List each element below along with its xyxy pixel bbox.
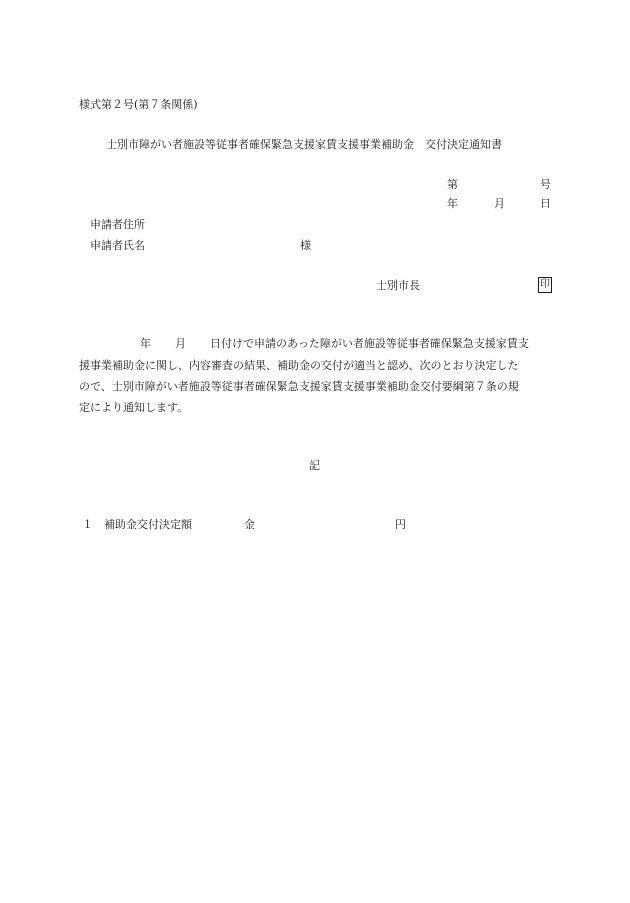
body-date-year: 年 [140,337,151,350]
number-suffix: 号 [540,178,551,191]
applicant-name-label: 申請者氏名 [90,239,145,252]
item-number: １ [82,518,93,531]
body-line-3: ので、士別市障がい者施設等従事者確保緊急支援家賃支援事業補助金交付要綱第７条の規 [79,380,519,393]
body-line-2: 援事業補助金に関し、内容審査の結果、補助金の交付が適当と認め、次のとおり決定した [79,359,519,372]
ki-heading: 記 [309,459,320,472]
date-day: 日 [540,197,551,210]
document-title: 士別市障がい者施設等従事者確保緊急支援家賃支援事業補助金 交付決定通知書 [106,138,502,151]
issuer-title: 士別市長 [376,279,420,292]
item-label: 補助金交付決定額 [104,518,192,531]
date-year: 年 [447,197,458,210]
honorific: 様 [300,239,311,252]
item-kin: 金 [244,518,255,531]
item-yen: 円 [395,518,406,531]
body-date-month: 月 [175,337,186,350]
date-month: 月 [494,197,505,210]
seal-box: 印 [538,277,552,293]
form-label: 様式第２号(第７条関係) [79,98,198,111]
applicant-address-label: 申請者住所 [90,218,145,231]
number-prefix: 第 [447,178,458,191]
body-line-1: 日付けで申請のあった障がい者施設等従事者確保緊急支援家賃支 [210,337,529,350]
body-line-4: 定により通知します。 [79,401,189,414]
